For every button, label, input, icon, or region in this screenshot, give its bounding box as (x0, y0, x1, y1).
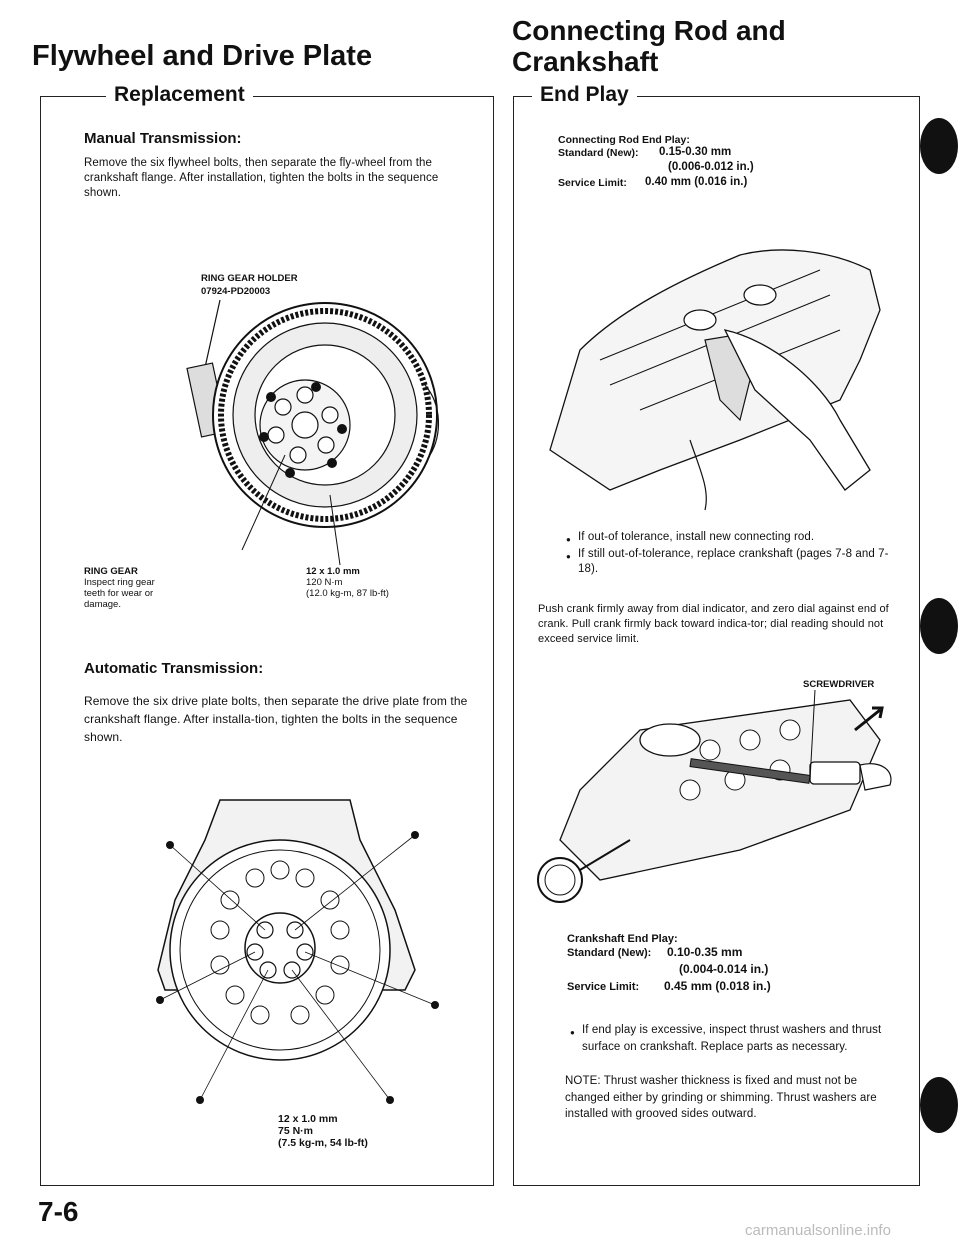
screwdriver-label: SCREWDRIVER (803, 679, 875, 690)
page-tab-marker-2 (920, 598, 958, 654)
manual-transmission-heading: Manual Transmission: (84, 130, 242, 147)
left-page-title: Flywheel and Drive Plate (32, 40, 373, 72)
right-page-title-line-2: Crankshaft (512, 46, 659, 77)
crank-service-limit-value: 0.45 mm (0.018 in.) (664, 979, 771, 993)
automatic-transmission-heading: Automatic Transmission: (84, 660, 264, 677)
rod-service-limit-value: 0.40 mm (0.016 in.) (645, 176, 748, 188)
thrust-washer-note: NOTE: Thrust washer thickness is fixed and must not be changed either by grinding or shimming. Thrust washers are installed with grooved sides outward. (565, 1075, 877, 1120)
flywheel-bolt-torque-alt: (12.0 kg-m, 87 lb-ft) (306, 588, 389, 599)
crank-standard-label: Standard (New): (567, 947, 652, 959)
flywheel-illustration (180, 295, 450, 535)
crank-end-play-heading: Crankshaft End Play: (567, 933, 678, 945)
ring-gear-holder-label: RING GEAR HOLDER (201, 273, 298, 284)
rod-end-play-heading: Connecting Rod End Play: (558, 134, 690, 146)
watermark: carmanualsonline.info (745, 1222, 891, 1239)
rod-standard-value: 0.15-0.30 mm (659, 146, 732, 158)
rod-standard-label: Standard (New): (558, 147, 639, 159)
ring-gear-note-line-3: damage. (84, 599, 121, 610)
end-play-heading: End Play (532, 83, 637, 107)
flywheel-bolt-size: 12 x 1.0 mm (306, 566, 360, 577)
drive-plate-illustration (150, 800, 450, 1150)
crank-standard-value: 0.10-0.35 mm (667, 945, 743, 959)
drive-plate-bolt-torque-alt: (7.5 kg-m, 54 lb-ft) (278, 1137, 368, 1149)
page-tab-marker-1 (920, 118, 958, 174)
crank-standard-value-in: (0.004-0.014 in.) (679, 962, 769, 976)
flywheel-bolt-torque: 120 N·m (306, 577, 343, 588)
automatic-transmission-text: Remove the six drive plate bolts, then separate the drive plate from the crankshaft flange. After installa-tion, tighten the bolts in the sequence shown. (84, 694, 468, 744)
rod-standard-value-in: (0.006-0.012 in.) (668, 161, 754, 173)
rod-end-play-illustration (540, 240, 910, 510)
page-tab-marker-3 (920, 1077, 958, 1133)
rod-service-limit-label: Service Limit: (558, 177, 627, 189)
rod-bullet-1: If out-of tolerance, install new connecting rod. (578, 531, 815, 543)
push-crank-instructions: Push crank firmly away from dial indicator, and zero dial against end of crank. Pull crank firmly back toward indica-tor; dial reading should not exceed service limit. (538, 603, 889, 645)
right-page-title-line-1: Connecting Rod and (512, 15, 786, 46)
drive-plate-bolt-size: 12 x 1.0 mm (278, 1113, 338, 1125)
replacement-heading: Replacement (106, 83, 253, 107)
ring-gear-holder-part-number: 07924-PD20003 (201, 286, 271, 297)
drive-plate-bolt-torque: 75 N·m (278, 1125, 314, 1137)
ring-gear-note-line-2: teeth for wear or (84, 588, 154, 599)
ring-gear-label: RING GEAR (84, 566, 138, 577)
crank-end-play-illustration (520, 690, 910, 920)
manual-transmission-text: Remove the six flywheel bolts, then separate the fly-wheel from the crankshaft flange. After installation, tighten the bolts in the sequence shown. (84, 157, 439, 199)
ring-gear-note-line-1: Inspect ring gear (84, 577, 155, 588)
crank-bullet-1: If end play is excessive, inspect thrust washers and thrust surface on crankshaft. Replace parts as necessary. (582, 1024, 882, 1053)
rod-bullet-2: If still out-of-tolerance, replace crankshaft (pages 7-8 and 7-18). (578, 548, 889, 575)
page-number: 7-6 (38, 1196, 79, 1227)
crank-service-limit-label: Service Limit: (567, 981, 640, 993)
